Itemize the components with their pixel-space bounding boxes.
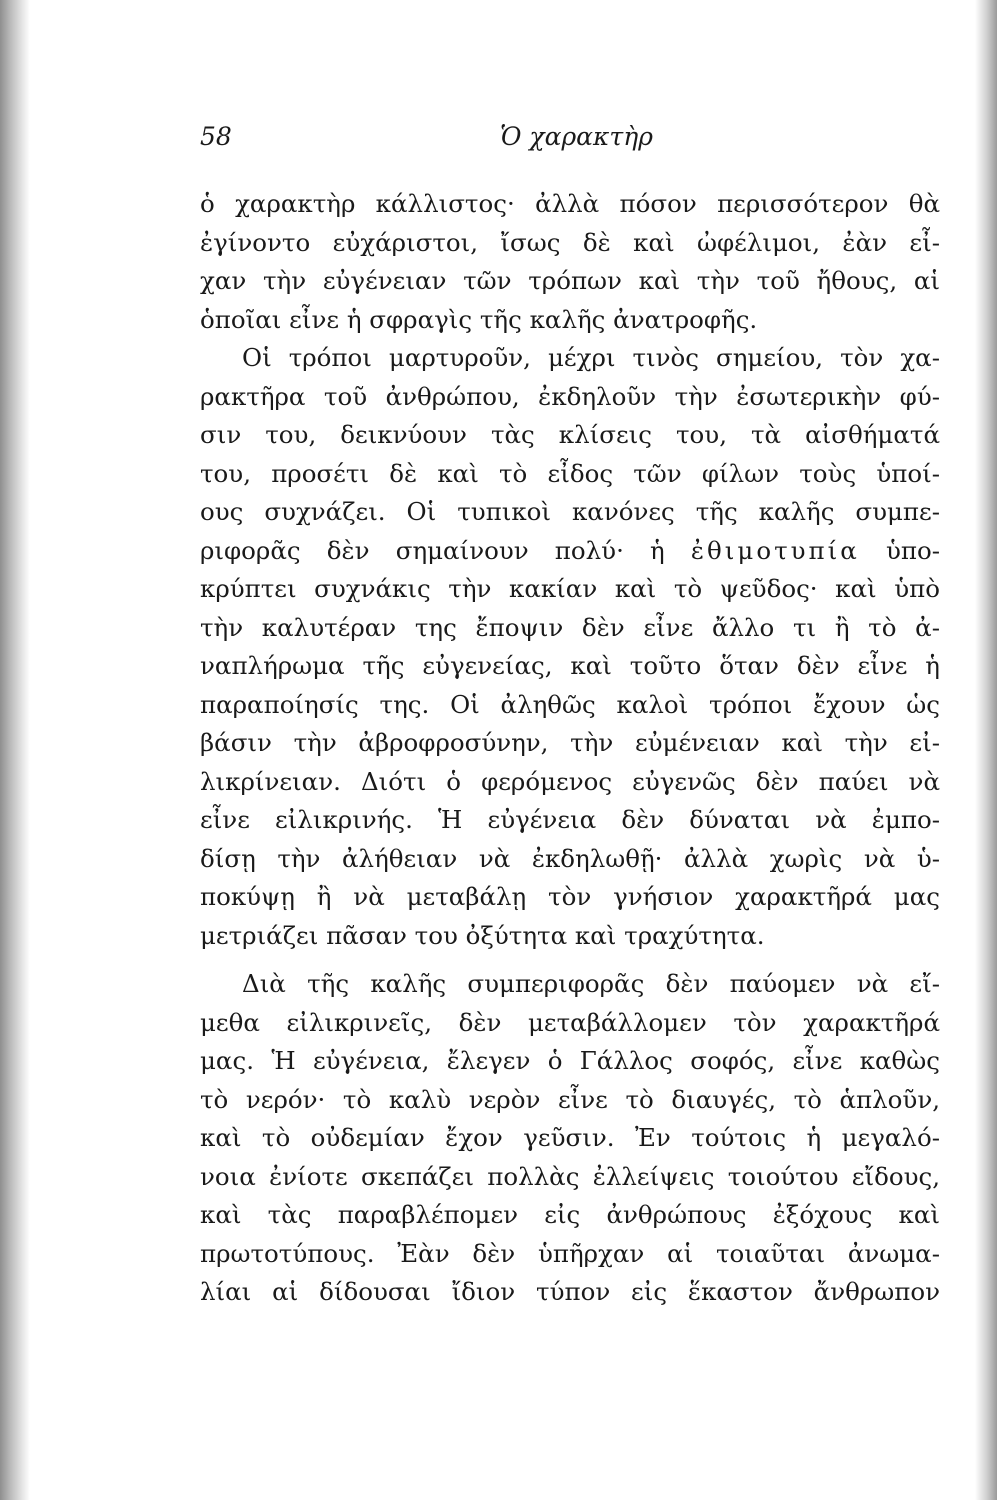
text-line: ους συχνάζει. Οἱ τυπικοὶ κανόνες τῆς καλῆς συμπε- (200, 497, 940, 526)
text-line: πρωτοτύπους. Ἐὰν δὲν ὑπῆρχαν αἱ τοιαῦται ἀνωμα- (200, 1238, 940, 1268)
text-line: λίαι αἱ δίδουσαι ἴδιον τύπον εἰς ἕκαστον ἄνθρωπον (200, 1277, 940, 1306)
text-line: του, προσέτι δὲ καὶ τὸ εἶδος τῶν φίλων τοὺς ὑποί- (200, 458, 940, 488)
running-head: Ὁ χαρακτὴρ (500, 122, 653, 151)
body-text (200, 185, 940, 1312)
text-fragment: ὑπο- (885, 535, 940, 565)
text-line: νοια ἐνίοτε σκεπάζει πολλὰς ἐλλείψεις τοιούτου εἴδους, (200, 1161, 940, 1191)
spaced-word: ἐθιμοτυπία (690, 535, 860, 565)
text-line: δίσῃ τὴν ἀλήθειαν νὰ ἐκδηλωθῇ· ἀλλὰ χωρὶς νὰ ὑ- (200, 843, 940, 873)
text-line: λικρίνειαν. Διότι ὁ φερόμενος εὐγενῶς δὲν παύει νὰ (200, 766, 940, 796)
text-line: βάσιν τὴν ἀβροφροσύνην, τὴν εὐμένειαν καὶ τὴν εἰ- (200, 728, 940, 757)
text-line: χαν τὴν εὐγένειαν τῶν τρόπων καὶ τὴν τοῦ ἤθους, αἱ (200, 266, 940, 295)
text-line: τὸ νερόν· τὸ καλὺ νερὸν εἶνε τὸ διαυγές, τὸ ἁπλοῦν, (200, 1084, 940, 1114)
text-fragment: ριφορᾶς δὲν σημαίνουν πολύ· ἡ (200, 535, 665, 565)
text-line: κρύπτει συχνάκις τὴν κακίαν καὶ τὸ ψεῦδος· καὶ ὑπὸ (200, 574, 940, 603)
text-line-spaced (200, 532, 940, 571)
text-line: μεθα εἰλικρινεῖς, δὲν μεταβάλλομεν τὸν χαρακτῆρά (200, 1007, 940, 1037)
text-line: ρακτῆρα τοῦ ἀνθρώπου, ἐκδηλοῦν τὴν ἐσωτερικὴν φύ- (200, 381, 940, 411)
page-number: 58 (200, 122, 232, 151)
text-line: ποκύψῃ ἢ νὰ μεταβάλῃ τὸν γνήσιον χαρακτῆρά μας (200, 882, 940, 911)
text-line: τὴν καλυτέραν της ἔποψιν δὲν εἶνε ἄλλο τι ἢ τὸ ἀ- (200, 612, 940, 642)
text-line: Διὰ τῆς καλῆς συμπεριφορᾶς δὲν παύομεν νὰ εἴ- (242, 969, 940, 998)
text-line: Οἱ τρόποι μαρτυροῦν, μέχρι τινὸς σημείου, τὸν χα- (242, 343, 940, 372)
text-line: καὶ τὰς παραβλέπομεν εἰς ἀνθρώπους ἐξόχους καὶ (200, 1200, 940, 1229)
text-line: ἐγίνοντο εὐχάριστοι, ἴσως δὲ καὶ ὠφέλιμοι, ἐὰν εἶ- (200, 227, 940, 257)
text-line: σιν του, δεικνύουν τὰς κλίσεις του, τὰ αἰσθήματά (200, 420, 940, 449)
text-line: εἶνε εἰλικρινής. Ἡ εὐγένεια δὲν δύναται νὰ ἐμπο- (200, 805, 940, 834)
text-line: μετριάζει πᾶσαν του ὀξύτητα καὶ τραχύτητα. (200, 920, 765, 950)
page-header (200, 122, 940, 162)
text-line: ὁποῖαι εἶνε ἡ σφραγὶς τῆς καλῆς ἀνατροφῆς. (200, 304, 758, 334)
text-line: μας. Ἡ εὐγένεια, ἔλεγεν ὁ Γάλλος σοφός, εἶνε καθὼς (200, 1046, 940, 1075)
text-line: ναπλήρωμα τῆς εὐγενείας, καὶ τοῦτο ὅταν δὲν εἶνε ἡ (200, 651, 940, 680)
paragraph-gap (200, 955, 940, 965)
text-line: ὁ χαρακτὴρ κάλλιστος· ἀλλὰ πόσον περισσότερον θὰ (200, 189, 940, 218)
text-line: παραποίησίς της. Οἱ ἀληθῶς καλοὶ τρόποι ἔχουν ὡς (200, 689, 940, 719)
text-line: καὶ τὸ οὐδεμίαν ἔχον γεῦσιν. Ἐν τούτοις ἡ μεγαλό- (200, 1123, 940, 1152)
